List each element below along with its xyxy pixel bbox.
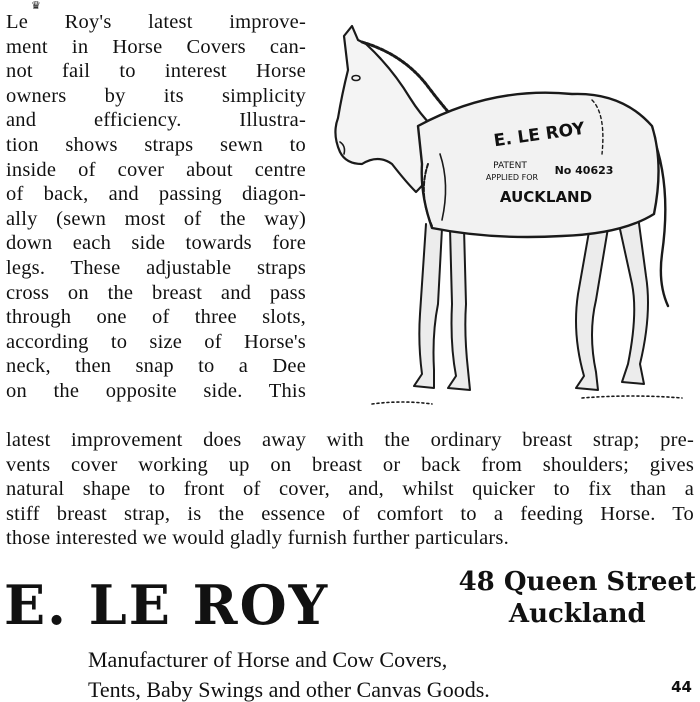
intro-line: down each side towards fore	[6, 232, 306, 255]
continuation-text	[6, 428, 694, 551]
tagline-line-2: Tents, Baby Swings and other Canvas Goods.	[88, 677, 490, 702]
cover-patent-line-1: PATENT	[493, 161, 527, 171]
intro-line: on the opposite side. This	[6, 379, 306, 402]
cover-city: AUCKLAND	[499, 188, 593, 206]
front-leg-right	[448, 228, 470, 390]
hind-leg-right	[618, 216, 648, 384]
tagline	[88, 647, 490, 702]
intro-line: according to size of Horse's	[6, 330, 306, 353]
crown-icon: ♛	[31, 0, 41, 12]
intro-line: ally (sewn most of the way)	[6, 207, 306, 230]
cover-name: E. LE ROY	[492, 118, 587, 152]
intro-text	[6, 10, 306, 404]
continuation-line: latest improvement does away with the ordinary breast strap; pre-	[6, 429, 694, 451]
horse-icon	[322, 14, 694, 416]
continuation-line: natural shape to front of cover, and, whilst quicker to fix than a	[6, 478, 694, 501]
ground-line	[372, 396, 682, 404]
continuation-line: vents cover working up on breast or back from shoulders; gives	[6, 453, 694, 476]
page-number: 44	[671, 678, 692, 696]
cover-patent-line-2: APPLIED FOR	[485, 173, 539, 182]
intro-line: of back, and passing diagon-	[6, 183, 306, 206]
intro-line: legs. These adjustable straps	[6, 256, 306, 279]
tagline-line-1: Manufacturer of Horse and Cow Covers,	[88, 647, 448, 672]
address-street: 48 Queen Street	[458, 567, 696, 597]
address	[459, 566, 696, 630]
intro-line: neck, then snap to a Dee	[6, 355, 306, 378]
intro-line: tion shows straps sewn to	[6, 133, 306, 156]
intro-line: cross on the breast and pass	[6, 281, 306, 304]
horse-cover	[418, 93, 659, 237]
intro-line: owners by its simplicity	[6, 84, 306, 107]
hind-leg-left	[576, 226, 608, 390]
intro-line: Le Roy's latest improve-	[6, 11, 306, 33]
intro-line: inside of cover about centre	[6, 158, 306, 181]
cover-patent-number: No 40623	[554, 164, 614, 177]
brand-name: E. LE ROY	[4, 573, 330, 637]
continuation-line: stiff breast strap, is the essence of comfort to a feeding Horse. To	[6, 502, 694, 525]
front-leg-left	[414, 224, 442, 388]
intro-line: and efficiency. Illustra-	[6, 109, 306, 132]
continuation-line: those interested we would gladly furnish further particulars.	[6, 527, 509, 550]
address-city: Auckland	[508, 599, 646, 629]
intro-line: through one of three slots,	[6, 306, 306, 329]
intro-line: not fail to interest Horse	[6, 60, 306, 83]
intro-line: ment in Horse Covers can-	[6, 35, 306, 58]
